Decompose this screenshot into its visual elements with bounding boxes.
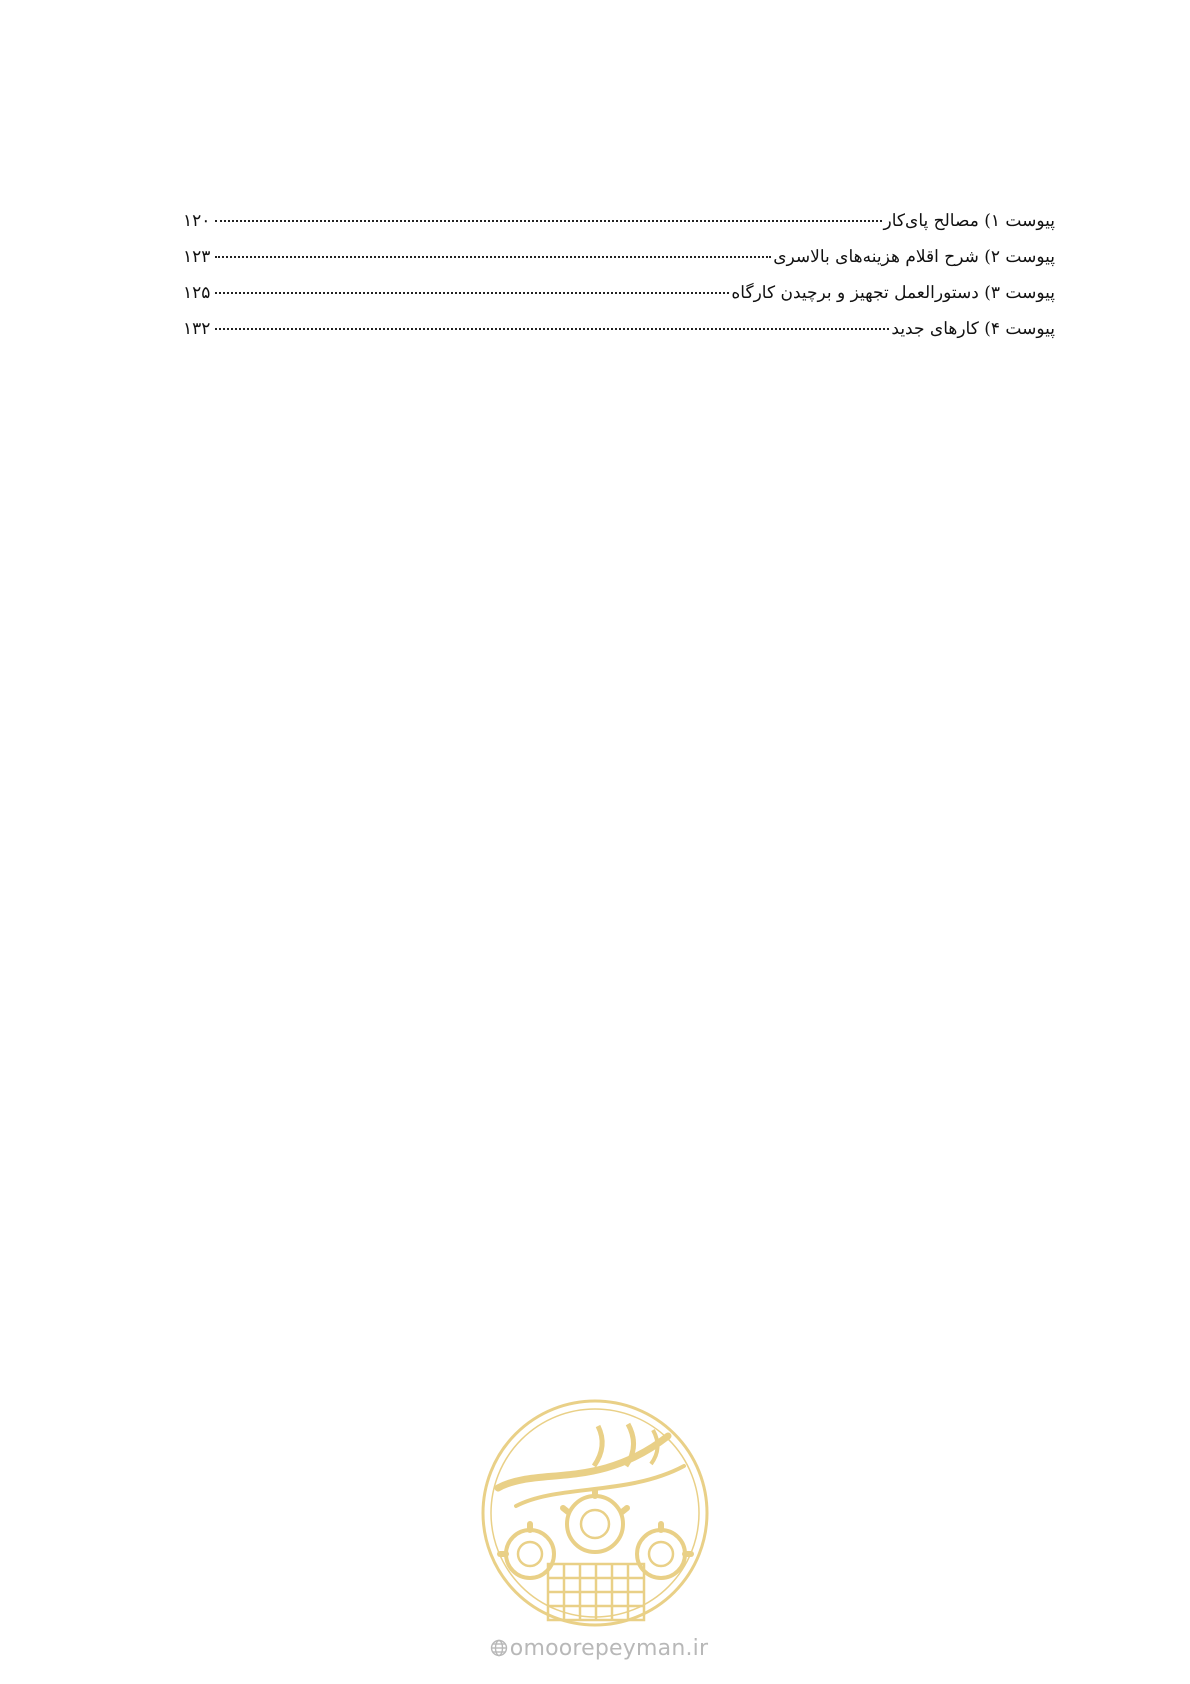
toc-entry-title: پیوست ۱) مصالح پای‌کار — [883, 211, 1055, 231]
toc-entry-title: پیوست ۳) دستورالعمل تجهیز و برچیدن کارگاه — [731, 283, 1055, 303]
toc-entry[interactable] — [183, 239, 1055, 275]
watermark-logo — [478, 1396, 712, 1630]
toc-leader-dots — [215, 246, 771, 258]
toc-entry-page: ۱۲۵ — [183, 283, 211, 303]
toc-entry-page: ۱۳۲ — [183, 319, 211, 339]
toc-entry[interactable] — [183, 203, 1055, 239]
watermark-caption[interactable] — [484, 1636, 714, 1661]
toc-leader-dots — [215, 318, 889, 330]
toc-entry-page: ۱۲۰ — [183, 211, 211, 231]
toc-entry-page: ۱۲۳ — [183, 247, 211, 267]
toc-leader-dots — [215, 210, 882, 222]
globe-icon — [490, 1639, 508, 1657]
toc-entry[interactable] — [183, 311, 1055, 347]
watermark-url: omoorepeyman.ir — [509, 1636, 709, 1661]
toc-entry-title: پیوست ۲) شرح اقلام هزینه‌های بالاسری — [773, 247, 1055, 267]
toc-leader-dots — [215, 282, 729, 294]
table-of-contents — [183, 203, 1055, 347]
toc-entry-title: پیوست ۴) کارهای جدید — [891, 319, 1055, 339]
toc-entry[interactable] — [183, 275, 1055, 311]
